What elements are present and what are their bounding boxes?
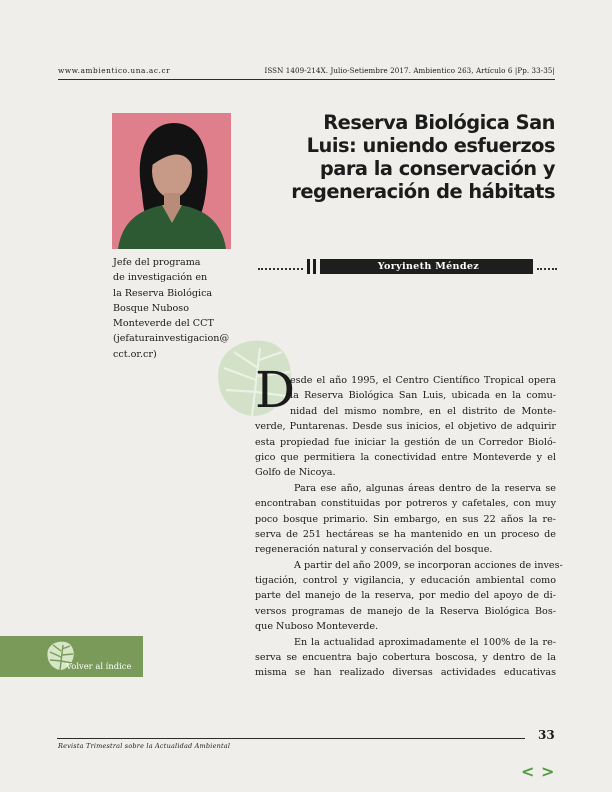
bio-line: Monteverde del CCT: [113, 318, 214, 330]
dotted-rule-left: [258, 268, 303, 270]
body-line: A partir del año 2009, se incorporan acciones de inves-: [294, 559, 563, 571]
footer-journal: Revista Trimestral sobre la Actualidad Ambiental: [58, 742, 231, 750]
footer-divider: [57, 738, 525, 739]
body-line: Golfo de Nicoya.: [255, 467, 336, 479]
page-number: 33: [538, 728, 555, 742]
article-title: [265, 111, 555, 203]
body-line: nidad del mismo nombre, en el distrito de Monte-: [290, 405, 556, 417]
author-photo: [112, 113, 231, 249]
body-line: serva se encuentra bajo cobertura boscosa, y dentro de la: [255, 652, 556, 664]
bio-line: (jefaturainvestigacion@: [113, 333, 230, 345]
author-bar-mark: [313, 259, 316, 274]
body-line: versos programas de manejo de la Reserva Biológica Bos-: [255, 605, 556, 617]
next-page-button[interactable]: >: [541, 762, 555, 781]
title-line: Luis: uniendo esfuerzos: [306, 134, 555, 157]
bio-line: Bosque Nuboso: [113, 302, 189, 314]
bio-line: Jefe del programa: [113, 257, 201, 268]
body-line: esta propiedad fue iniciar la gestión de un Corredor Bioló-: [255, 436, 556, 448]
bio-line: la Reserva Biológica: [113, 287, 213, 299]
body-line: encontraban constituidas por potreros y cafetales, con muy: [255, 498, 556, 510]
author-bar-mark: [307, 259, 310, 274]
header-issn: ISSN 1409-214X. Julio-Setiembre 2017. Ambientico 263, Artículo 6 |Pp. 33-35|: [264, 66, 555, 75]
body-line: poco bosque primario. Sin embargo, en sus 22 años la re-: [255, 513, 556, 525]
body-line: gico que permitiera la conectividad entre Monteverde y el: [255, 451, 556, 463]
header-divider: [58, 79, 555, 80]
body-line: serva de 251 hectáreas se ha mantenido en un proceso de: [255, 528, 556, 540]
previous-page-button[interactable]: <: [521, 762, 535, 781]
body-line: regeneración natural y conservación del bosque.: [255, 544, 493, 556]
bio-line: de investigación en: [113, 272, 208, 284]
body-line: parte del manejo de la reserva, por medio del apoyo de di-: [255, 590, 556, 602]
body-line: esde el año 1995, el Centro Científico Tropical opera: [290, 375, 556, 386]
article-body: [255, 373, 563, 681]
title-line: Reserva Biológica San: [323, 111, 555, 134]
body-line: la Reserva Biológica San Luis, ubicada en la comu-: [290, 390, 556, 402]
drop-cap: D: [255, 361, 296, 419]
title-line: para la conservación y: [319, 157, 555, 180]
author-name: Yoryineth Méndez: [320, 259, 533, 274]
body-line: En la actualidad aproximadamente el 100% de la re-: [294, 636, 556, 648]
author-portrait-image: [112, 113, 231, 249]
body-line: Para ese año, algunas áreas dentro de la reserva se: [294, 482, 556, 494]
body-line: tigación, control y vigilancia, y educación ambiental como: [255, 575, 556, 587]
bio-line: cct.or.cr): [113, 348, 157, 360]
dotted-rule-right: [537, 268, 557, 270]
body-line: verde, Puntarenas. Desde sus inicios, el objetivo de adquirir: [255, 421, 556, 433]
title-line: regeneración de hábitats: [291, 180, 555, 203]
body-line: que Nuboso Monteverde.: [255, 621, 379, 633]
back-to-index-label[interactable]: Volver al índice: [66, 661, 132, 671]
body-line: misma se han realizado diversas actividades educativas: [255, 667, 556, 679]
header-website[interactable]: www.ambientico.una.ac.cr: [58, 66, 171, 75]
